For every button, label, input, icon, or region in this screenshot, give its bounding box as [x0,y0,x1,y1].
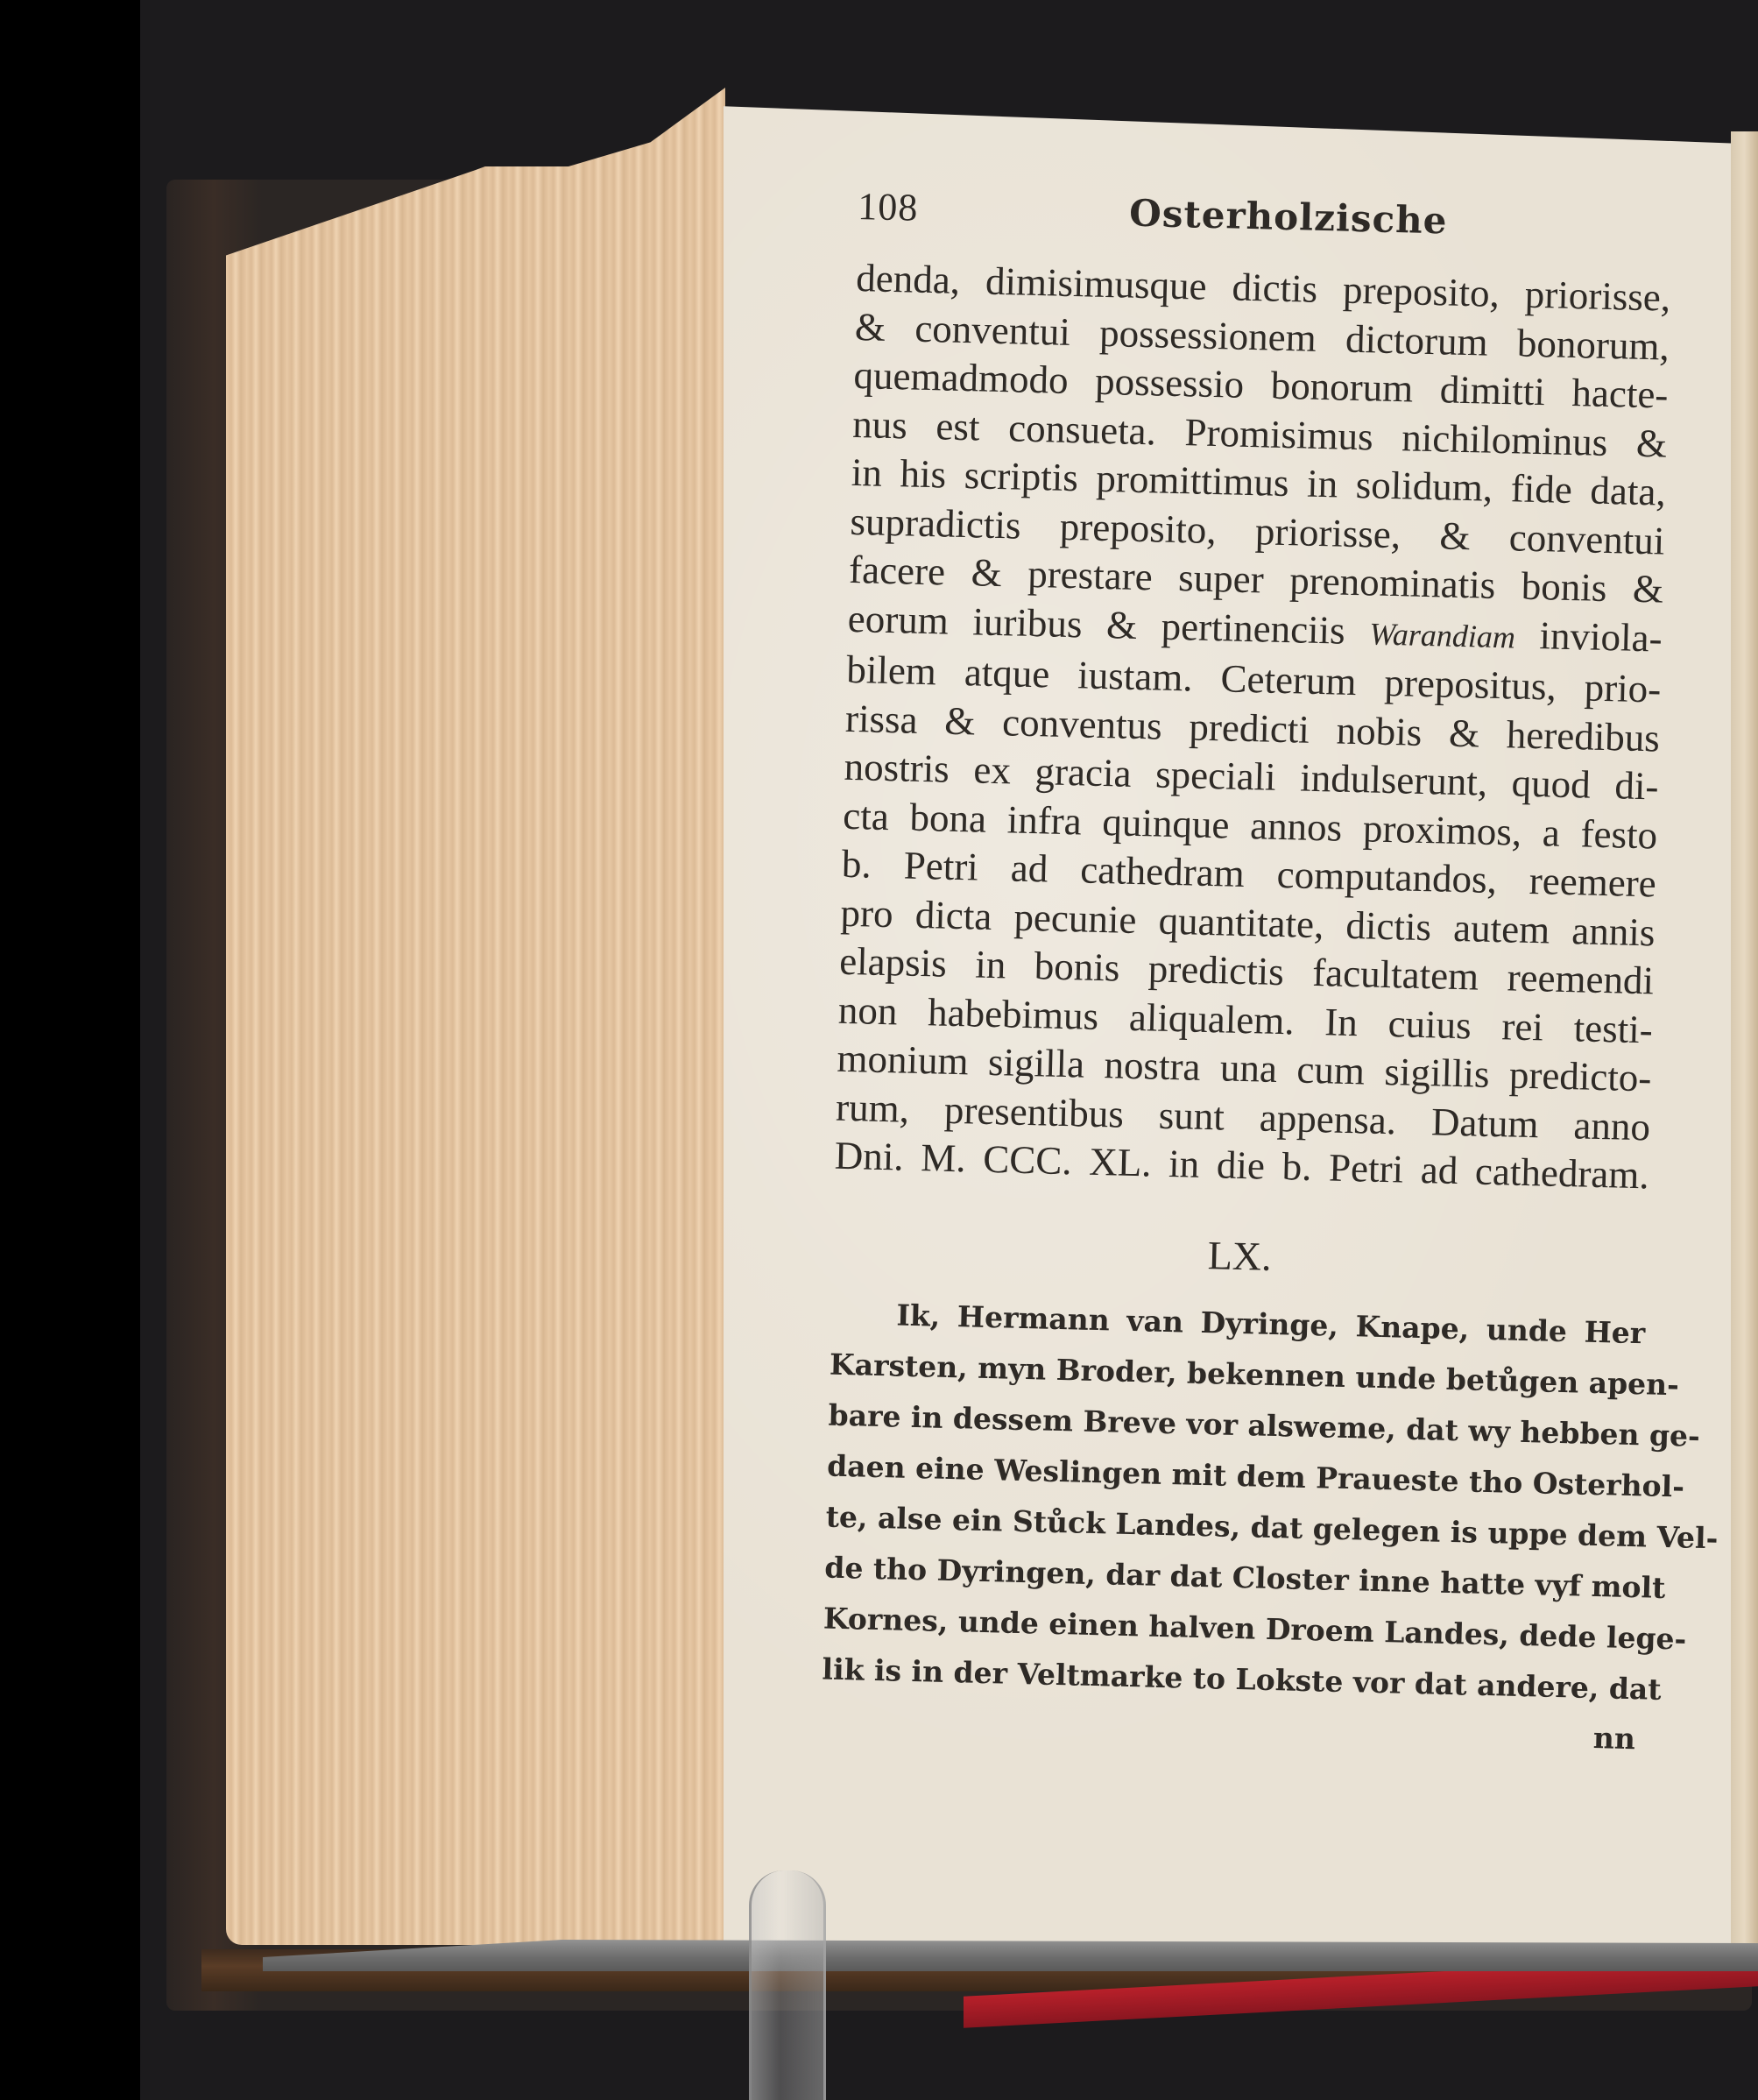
text-line: nostris ex gracia speciali indulserunt, quod di- [844,744,1660,809]
text-line: elapsis in bonis predictis facultatem reemendi [838,938,1655,1003]
text-line: lik is in der Veltmarke to Lokste vor dat andere, dat [822,1651,1663,1707]
text-line: monium sigilla nostra una cum sigillis predicto- [837,1036,1652,1100]
text-line: Ik, Hermann van Dyringe, Knape, unde Her [896,1297,1646,1350]
catchword: nn [1592,1720,1636,1756]
text-line: pro dicta pecunie quantitate, dictis autem annis [840,890,1656,954]
text-line: de tho Dyringen, dar dat Closter inne hatte vyf molt [823,1550,1666,1605]
facing-page-edge [1731,131,1758,1954]
text-line: rissa & conventus predicti nobis & heredibus [844,696,1661,760]
german-paragraph [822,1288,1719,1715]
text-line: quemadmodo possessio bonorum dimitti hacte- [853,352,1670,417]
text-line: te, alse ein Stůck Landes, dat gelegen is uppe dem Vel- [825,1499,1719,1555]
text-line: non habebimus aliqualem. In cuius rei testi- [837,987,1654,1051]
text-segment: eorum iuribus & pertinenciis [847,596,1346,653]
text-line: & conventui possessionem dictorum bonorum, [854,304,1670,369]
italic-word: Warandiam [1368,615,1516,654]
text-segment: inviola- [1539,612,1663,661]
text-line: Karsten, myn Broder, bekennen unde betůgen apen- [829,1347,1680,1402]
text-line: in his scriptis promittimus in solidum, fide data, [851,449,1667,514]
text-line: cta bona infra quinque annos proximos, a festo [842,793,1658,857]
text-line: b. Petri ad cathedram computandos, reemere [841,841,1657,906]
text-line: nus est consueta. Promisimus nichilominus & [851,401,1668,466]
text-line: rum, presentibus sunt appensa. Datum anno [835,1085,1651,1149]
page-text [821,184,1719,1756]
page-number: 108 [857,184,919,230]
text-line: Kornes, unde einen halven Droem Landes, dede lege- [823,1601,1687,1657]
section-number: LX. [1207,1232,1273,1279]
text-line: supradictis preposito, priorisse, & conventui [849,498,1665,563]
running-title: Osterholzische [1128,191,1449,243]
text-line: daen eine Weslingen mit dem Praueste tho Osterhol- [826,1448,1685,1503]
text-line: facere & prestare super prenominatis bonis & [848,547,1664,612]
page-block-fore-edge [226,166,725,1945]
text-line: Dni. M. CCC. XL. in die b. Petri ad cathedram. [834,1133,1650,1198]
text-line: bare in dessem Breve vor alsweme, dat wy hebben ge- [828,1397,1701,1453]
book-stand [749,1870,826,2100]
latin-paragraph [834,254,1671,1200]
text-line: denda, dimisimusque dictis preposito, priorisse, [855,255,1671,320]
text-line: bilem atque iustam. Ceterum prepositus, prio- [845,647,1662,711]
